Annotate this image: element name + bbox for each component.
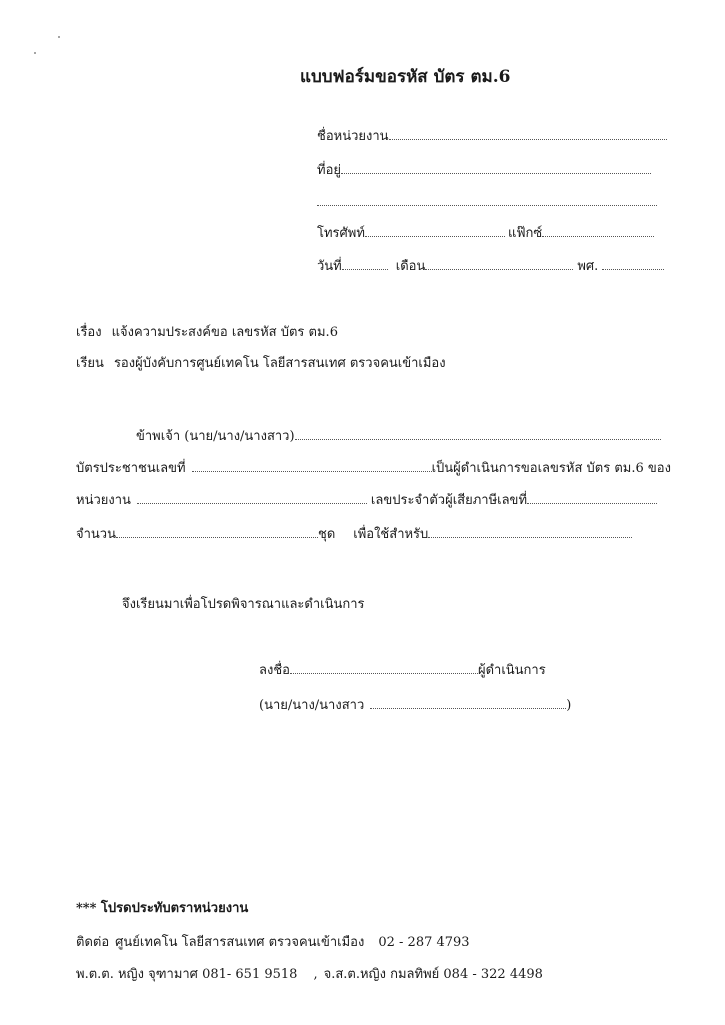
- scan-speck: [34, 52, 36, 54]
- sign-label: ลงชื่อ: [259, 663, 290, 678]
- tax-id-label: เลขประจำตัวผู้เสียภาษีเลขที่: [370, 493, 528, 508]
- phone-blank[interactable]: [365, 224, 505, 237]
- signature-blank[interactable]: [290, 661, 478, 674]
- contact-persons-row: [76, 967, 543, 983]
- purpose-blank[interactable]: [428, 525, 632, 538]
- id-card-blank[interactable]: [192, 459, 432, 472]
- quantity-blank[interactable]: [116, 525, 318, 538]
- fax-label: แฟ๊กซ์: [507, 226, 543, 241]
- page-title: แบบฟอร์มขอรหัส บัตร ตม.6: [300, 67, 511, 87]
- month-blank[interactable]: [425, 257, 573, 270]
- address-label: ที่อยู่: [317, 163, 341, 178]
- scan-speck: [58, 36, 60, 38]
- body-agency-blank[interactable]: [137, 491, 367, 504]
- tax-id-blank[interactable]: [527, 491, 657, 504]
- set-label: ชุด: [318, 527, 336, 542]
- contact-center: ศูนย์เทคโน โลยีสารสนเทศ ตรวจคนเข้าเมือง: [115, 935, 365, 950]
- recipient-label: เรียน: [76, 356, 104, 371]
- signer-name-open: (นาย/นาง/นางสาว: [259, 698, 365, 713]
- agency-name-label: ชื่อหน่วยงาน: [317, 129, 389, 144]
- quantity-label: จำนวน: [76, 527, 116, 542]
- signature-row: [259, 661, 546, 679]
- subject-row: [76, 325, 338, 341]
- contact-row: [76, 935, 470, 951]
- id-card-label: บัตรประชาชนเลขที่: [76, 461, 186, 476]
- agency-tax-row: [76, 491, 657, 509]
- subject-label: เรื่อง: [76, 325, 102, 340]
- day-blank[interactable]: [342, 257, 388, 270]
- applicant-name-blank[interactable]: [295, 427, 661, 440]
- phone-label: โทรศัพท์: [317, 226, 365, 241]
- operator-text: เป็นผู้ดำเนินการขอเลขรหัส บัตร ตม.6 ของ: [431, 461, 671, 476]
- subject-text: แจ้งความประสงค์ขอ เลขรหัส บัตร ตม.6: [111, 325, 338, 340]
- closing-text: จึงเรียนมาเพื่อโปรดพิจารณาและดำเนินการ: [122, 597, 365, 612]
- day-label: วันที่: [317, 259, 342, 274]
- month-label: เดือน: [395, 259, 426, 274]
- applicant-row: [136, 427, 661, 445]
- contact-person-2: จ.ส.ต.หญิง กมลทิพย์ 084 - 322 4498: [323, 967, 543, 982]
- operator-title: ผู้ดำเนินการ: [477, 663, 546, 678]
- id-card-row: [76, 459, 671, 477]
- address-blank-line-2[interactable]: [317, 193, 657, 206]
- year-label: พศ.: [577, 259, 599, 274]
- agency-name-field[interactable]: [317, 127, 667, 145]
- signer-name-row: [259, 696, 571, 714]
- quantity-row: [76, 525, 632, 543]
- contact-person-1: พ.ต.ต. หญิง จุฑามาศ 081- 651 9518: [76, 967, 298, 982]
- address-field[interactable]: [317, 161, 651, 179]
- applicant-label: ข้าพเจ้า (นาย/นาง/นางสาว): [136, 429, 295, 444]
- date-row: [317, 257, 664, 275]
- agency-name-blank[interactable]: [389, 127, 667, 140]
- recipient-row: [76, 356, 446, 372]
- contact-phone: 02 - 287 4793: [378, 935, 470, 950]
- year-blank[interactable]: [602, 257, 664, 270]
- body-agency-label: หน่วยงาน: [76, 493, 131, 508]
- address-line-2[interactable]: [317, 193, 657, 211]
- stamp-note: *** โปรดประทับตราหน่วยงาน: [76, 901, 249, 916]
- purpose-label: เพื่อใช้สำหรับ: [353, 527, 429, 542]
- phone-fax-row: [317, 224, 654, 242]
- signer-name-blank[interactable]: [370, 696, 566, 709]
- contact-label: ติดต่อ: [76, 935, 110, 950]
- fax-blank[interactable]: [542, 224, 654, 237]
- address-blank-line-1[interactable]: [341, 161, 651, 174]
- contact-separator: ,: [313, 967, 318, 982]
- signer-name-close: ): [566, 698, 572, 713]
- recipient-text: รองผู้บังคับการศูนย์เทคโน โลยีสารสนเทศ ตรวจคนเข้าเมือง: [113, 356, 446, 371]
